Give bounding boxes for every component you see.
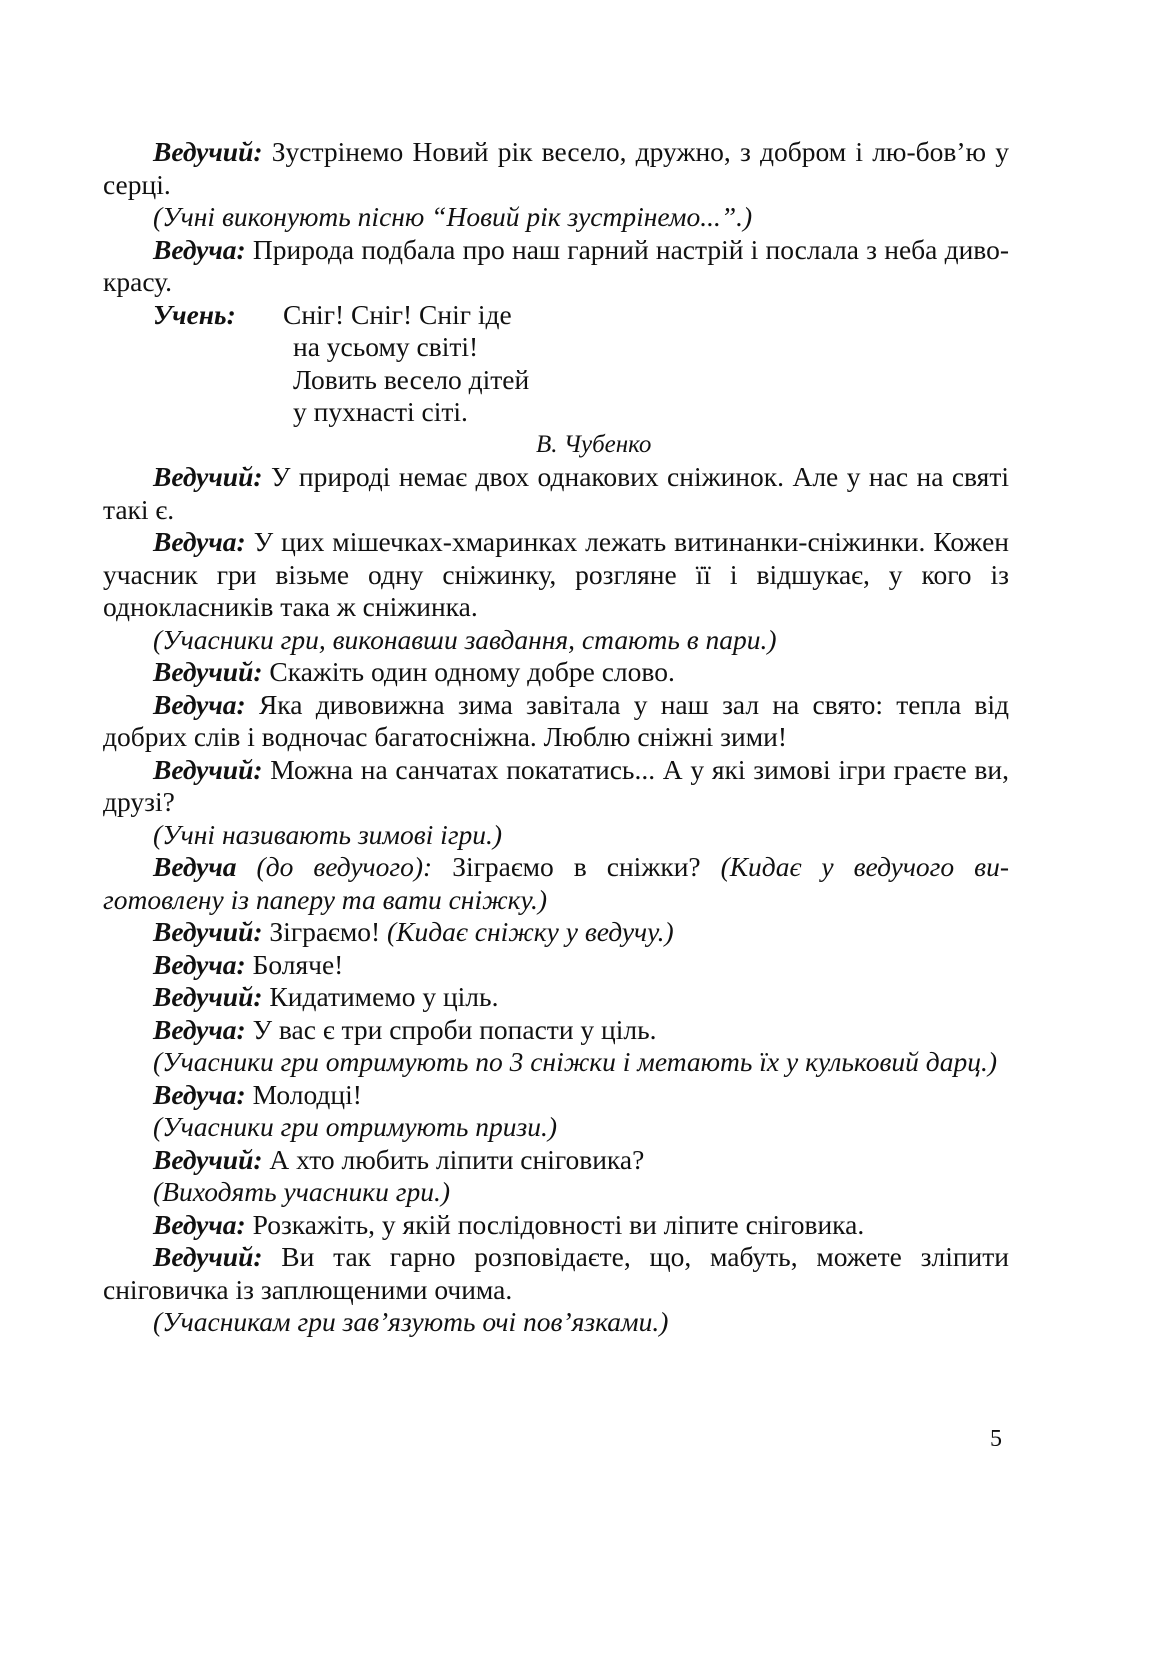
speaker-name: Ведуча: [153, 1013, 246, 1045]
line-text: Можна на санчатах покататись... А у які зимові ігри граєте ви, друзі? [103, 753, 1010, 817]
line-text: Природа подбала про наш гарний настрій і послала з неба диво-красу. [103, 233, 1009, 297]
inline-direction: (Кидає сніжку у ведучу.) [387, 916, 674, 947]
dialogue-line [103, 526, 1009, 624]
speaker-name: Ведуча: [153, 1078, 246, 1110]
speaker-name: Ведучий: [153, 136, 263, 167]
speaker-name: Ведуча: [153, 233, 246, 265]
stage-direction: (Учасникам гри зав’язують очі пов’язками.) [153, 1306, 669, 1337]
speaker-name: Ведучий: [153, 656, 263, 687]
line-text: Ви так гарно розповідаєте, що, мабуть, можете зліпити сніговичка із заплющеними очима. [103, 1241, 1010, 1305]
stage-direction: (Виходять учасники гри.) [153, 1176, 450, 1207]
speaker-name: Ведуча: [153, 526, 246, 557]
line-text: Розкажіть, у якій послідовності ви ліпите сніговика. [252, 1208, 865, 1240]
line-text: У цих мішечках-хмаринках лежать витинанки-сніжинки. Кожен учасник гри візьме одну сніжинку, розгляне її і відшукає, у кого із однокласників така ж сніжинка. [103, 526, 1009, 622]
verse-lines [283, 298, 530, 429]
stage-direction: (Учні називають зимові ігри.) [153, 818, 503, 850]
speaker-name: Ведучий: [153, 916, 263, 947]
verse-speaker: Учень: [153, 298, 236, 330]
dialogue-line [103, 1144, 1009, 1177]
verse-line: Сніг! Сніг! Сніг іде [283, 298, 512, 330]
dialogue-line [103, 916, 1009, 949]
stage-direction: (Учні виконують пісню “Новий рік зустрінемо...”.) [153, 201, 753, 232]
line-text: Зіграємо в сніжки? [452, 851, 701, 882]
line-text: У вас є три спроби попасти у ціль. [252, 1013, 657, 1045]
stage-direction: (Учасники гри, виконавши завдання, стають в пари.) [153, 623, 777, 655]
line-text: Боляче! [252, 948, 344, 980]
verse-line: у пухнасті сіті. [293, 396, 468, 427]
speaker-name: Ведуча: [153, 688, 246, 720]
verse-block [103, 299, 1009, 429]
verse-line: на усьому світі! [293, 331, 479, 362]
line-text: А хто любить ліпити сніговика? [269, 1143, 645, 1175]
verse-author: В. Чубенко [536, 430, 652, 458]
dialogue-line [103, 981, 1009, 1014]
speaker-name: Ведучий: [153, 981, 263, 1012]
dialogue-line [103, 1014, 1009, 1047]
dialogue-line [103, 136, 1009, 201]
line-text: Кидатимемо у ціль. [269, 981, 499, 1012]
document-page [103, 136, 1009, 1339]
dialogue-line [103, 461, 1009, 526]
line-text: Яка дивовижна зима завітала у наш зал на свято: тепла від добрих слів і водночас багатосніжна. Люблю сніжні зими! [103, 688, 1010, 752]
speaker-name: Ведучий: [153, 461, 263, 492]
inline-direction: (Кидає у ведучого ви-готовлену із паперу та вати сніжку.) [103, 851, 1009, 915]
verse-line: Ловить весело дітей [293, 363, 530, 395]
line-text: Зустрінемо Новий рік весело, дружно, з добром і лю-бов’ю у серці. [103, 136, 1010, 200]
speaker-name: Ведуча [153, 851, 237, 882]
dialogue-line [103, 1209, 1009, 1242]
speaker-name: Ведуча: [153, 1208, 246, 1240]
page-number: 5 [990, 1426, 1002, 1452]
dialogue-line [103, 689, 1009, 754]
dialogue-line [103, 949, 1009, 982]
line-text: Скажіть один одному добре слово. [269, 656, 675, 687]
speaker-note: (до ведучого): [256, 851, 433, 882]
line-text: Зіграємо! [269, 916, 381, 947]
dialogue-line [103, 234, 1009, 299]
speaker-name: Ведучий: [153, 1143, 263, 1175]
dialogue-line [103, 1079, 1009, 1112]
speaker-name: Ведуча: [153, 948, 246, 980]
dialogue-line [103, 656, 1009, 689]
stage-direction: (Учасники гри отримують призи.) [153, 1111, 557, 1142]
line-text: Молодці! [252, 1078, 362, 1110]
line-text: У природі немає двох однакових сніжинок. Але у нас на святі такі є. [103, 461, 1009, 525]
dialogue-line [103, 851, 1009, 916]
dialogue-line [103, 1241, 1009, 1306]
speaker-name: Ведучий: [153, 1241, 263, 1272]
speaker-name: Ведучий: [153, 753, 263, 785]
stage-direction: (Учасники гри отримують по 3 сніжки і метають їх у кульковий дарц.) [153, 1046, 997, 1077]
dialogue-line [103, 754, 1009, 819]
